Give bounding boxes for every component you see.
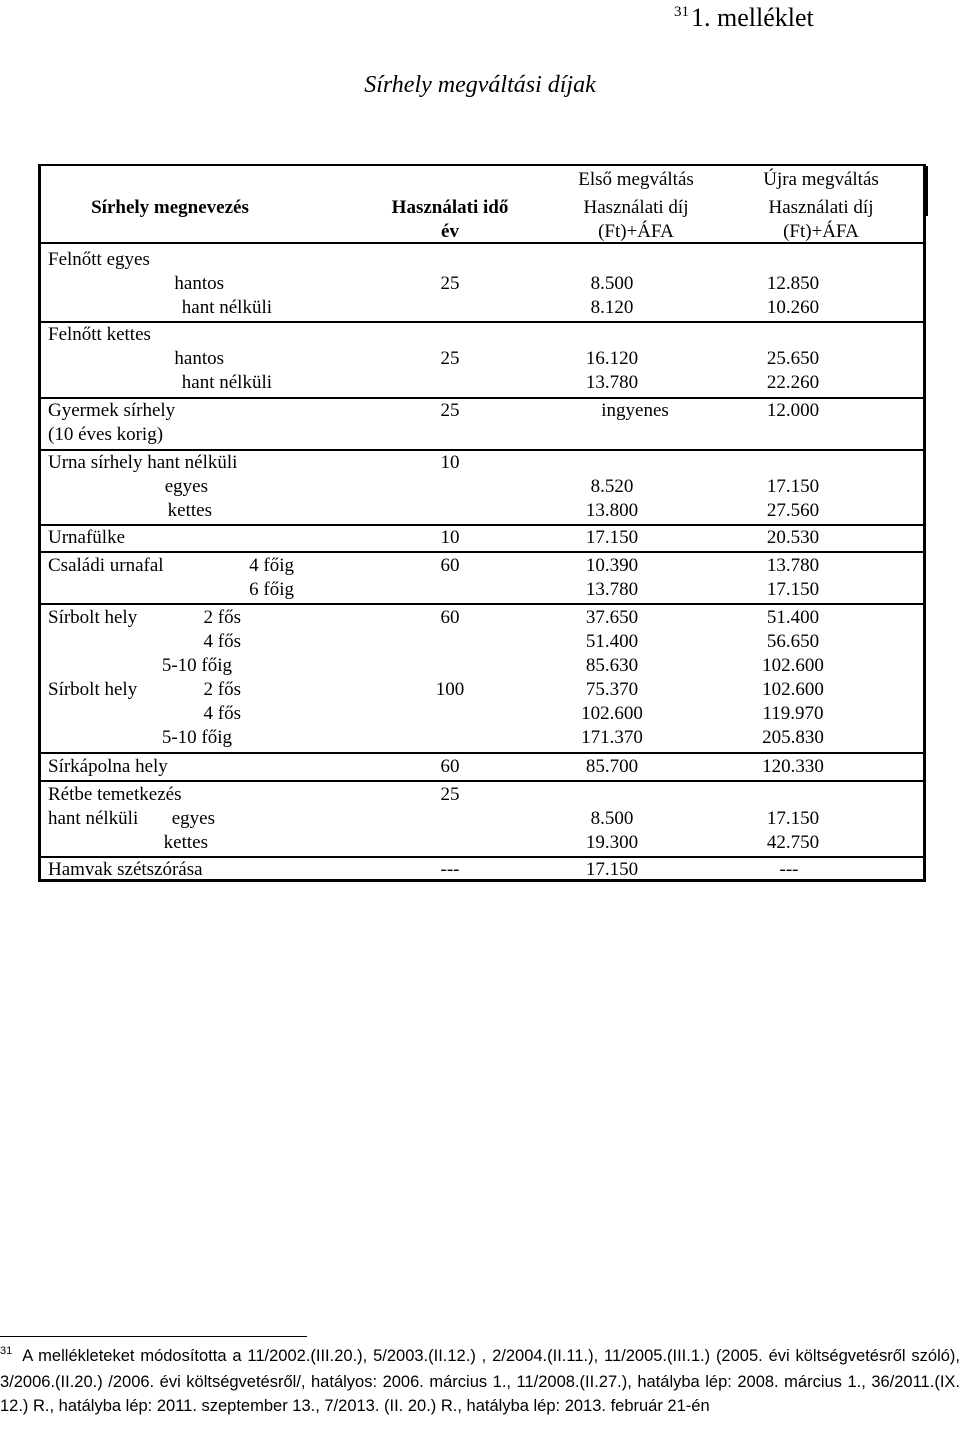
re-fee-value: 17.150 (766, 579, 820, 600)
period-value: 60 (440, 555, 460, 576)
period-value: 10 (440, 452, 460, 473)
row-sublabel: 5-10 főig (161, 655, 232, 676)
period-value: 25 (440, 784, 460, 805)
row-sublabel: hant nélküli (181, 297, 272, 318)
row-separator (41, 603, 923, 605)
row-label: Felnőtt kettes (48, 324, 151, 345)
period-value: 25 (440, 400, 460, 421)
footnote-number: 31 (0, 1345, 13, 1357)
row-label: Gyermek sírhely (48, 400, 176, 421)
re-fee-value: 51.400 (766, 607, 820, 628)
annex-heading (674, 0, 814, 40)
re-fee-value: 27.560 (766, 500, 820, 521)
row-sublabel: hant nélküli (181, 372, 272, 393)
row-label: Sírkápolna hely (48, 756, 168, 777)
re-fee-value: 12.000 (766, 400, 820, 421)
page-title: Sírhely megváltási díjak (364, 72, 596, 98)
row-label: Családi urnafal (48, 555, 164, 576)
row-sublabel: 4 főig (249, 555, 294, 576)
re-fee-value: --- (779, 859, 799, 880)
row-sublabel: hantos (174, 348, 224, 369)
row-sublabel: 4 fős (203, 631, 241, 652)
footnote-divider (0, 1336, 307, 1337)
re-fee-value: 42.750 (766, 832, 820, 853)
header-period: Használati idő (391, 197, 509, 218)
row-label: Rétbe temetkezés (48, 784, 182, 805)
first-fee-value: ingyenes (601, 400, 669, 421)
first-fee-value: 75.370 (585, 679, 639, 700)
period-value: 10 (440, 527, 460, 548)
annex-footnote-ref: 31 (674, 4, 689, 20)
row-label: Urnafülke (48, 527, 126, 548)
header-first-group: Első megváltás (578, 169, 694, 190)
row-separator (41, 551, 923, 553)
annex-label: 1. melléklet (691, 3, 814, 32)
period-value: 25 (440, 273, 460, 294)
first-fee-value: 13.780 (585, 372, 639, 393)
re-fee-value: 25.650 (766, 348, 820, 369)
re-fee-value: 120.330 (762, 756, 824, 777)
period-value: 25 (440, 348, 460, 369)
row-separator (41, 321, 923, 323)
re-fee-value: 22.260 (766, 372, 820, 393)
row-label: Felnőtt egyes (48, 249, 150, 270)
first-fee-value: 17.150 (585, 859, 639, 880)
header-re-group: Újra megváltás (763, 169, 879, 190)
re-fee-value: 102.600 (762, 679, 824, 700)
first-fee-value: 102.600 (581, 703, 643, 724)
row-sublabel: 4 fős (203, 703, 241, 724)
period-value: 60 (440, 756, 460, 777)
first-fee-value: 85.630 (585, 655, 639, 676)
re-fee-value: 12.850 (766, 273, 820, 294)
re-fee-value: 102.600 (762, 655, 824, 676)
re-fee-value: 17.150 (766, 808, 820, 829)
footnote (0, 1344, 960, 1418)
header-re-fee: Használati díj (768, 197, 874, 218)
fee-table (38, 164, 926, 882)
header-first-unit: (Ft)+ÁFA (598, 221, 674, 242)
row-sublabel: kettes (167, 500, 212, 521)
first-fee-value: 8.120 (590, 297, 634, 318)
row-sublabel: 2 fős (203, 607, 241, 628)
period-value: 60 (440, 607, 460, 628)
re-fee-value: 13.780 (766, 555, 820, 576)
row-separator (41, 780, 923, 782)
row-sublabel: 5-10 főig (161, 727, 232, 748)
re-fee-value: 20.530 (766, 527, 820, 548)
row-label: Sírbolt hely (48, 679, 138, 700)
row-sublabel: hantos (174, 273, 224, 294)
row-separator (41, 242, 923, 244)
footnote-text: A mellékleteket módosította a 11/2002.(III.20.), 5/2003.(II.12.) , 2/2004.(II.11.), 11/2005.(III.1.) (2005. évi költségvetésről szóló), 3/2006.(II.20.) /2006. évi költségvetésről/, hatályos: 2006. március 1., 11/2008.(II.27.), hatályba lép: 2008. március 1., 36/2011.(IX. 12.) R., hatályba lép: 2011. szeptember 13., 7/2013. (II. 20.) R., hatályba lép: 2013. február 21-én (0, 1347, 960, 1415)
row-sublabel: 6 főig (249, 579, 294, 600)
header-re-unit: (Ft)+ÁFA (783, 221, 859, 242)
row-label: Hamvak szétszórása (48, 859, 203, 880)
row-sublabel: egyes (171, 808, 215, 829)
period-value: 100 (435, 679, 465, 700)
row-separator (41, 752, 923, 754)
first-fee-value: 19.300 (585, 832, 639, 853)
first-fee-value: 8.520 (590, 476, 634, 497)
first-fee-value: 51.400 (585, 631, 639, 652)
row-sublabel: egyes (164, 476, 208, 497)
re-fee-value: 205.830 (762, 727, 824, 748)
row-sublabel: kettes (163, 832, 208, 853)
first-fee-value: 13.800 (585, 500, 639, 521)
first-fee-value: 171.370 (581, 727, 643, 748)
header-period-unit: év (441, 221, 459, 242)
row-sublabel: 2 fős (203, 679, 241, 700)
first-fee-value: 8.500 (590, 273, 634, 294)
row-label-note: (10 éves korig) (48, 424, 164, 445)
header-name: Sírhely megnevezés (91, 197, 249, 218)
re-fee-value: 17.150 (766, 476, 820, 497)
first-fee-value: 10.390 (585, 555, 639, 576)
re-fee-value: 10.260 (766, 297, 820, 318)
row-label: hant nélküli (48, 808, 139, 829)
first-fee-value: 16.120 (585, 348, 639, 369)
re-fee-value: 119.970 (762, 703, 824, 724)
first-fee-value: 8.500 (590, 808, 634, 829)
period-value: --- (440, 859, 460, 880)
row-label: Sírbolt hely (48, 607, 138, 628)
first-fee-value: 85.700 (585, 756, 639, 777)
first-fee-value: 13.780 (585, 579, 639, 600)
table-right-tick (925, 166, 928, 216)
header-first-fee: Használati díj (583, 197, 689, 218)
re-fee-value: 56.650 (766, 631, 820, 652)
first-fee-value: 37.650 (585, 607, 639, 628)
first-fee-value: 17.150 (585, 527, 639, 548)
row-label: Urna sírhely hant nélküli (48, 452, 238, 473)
